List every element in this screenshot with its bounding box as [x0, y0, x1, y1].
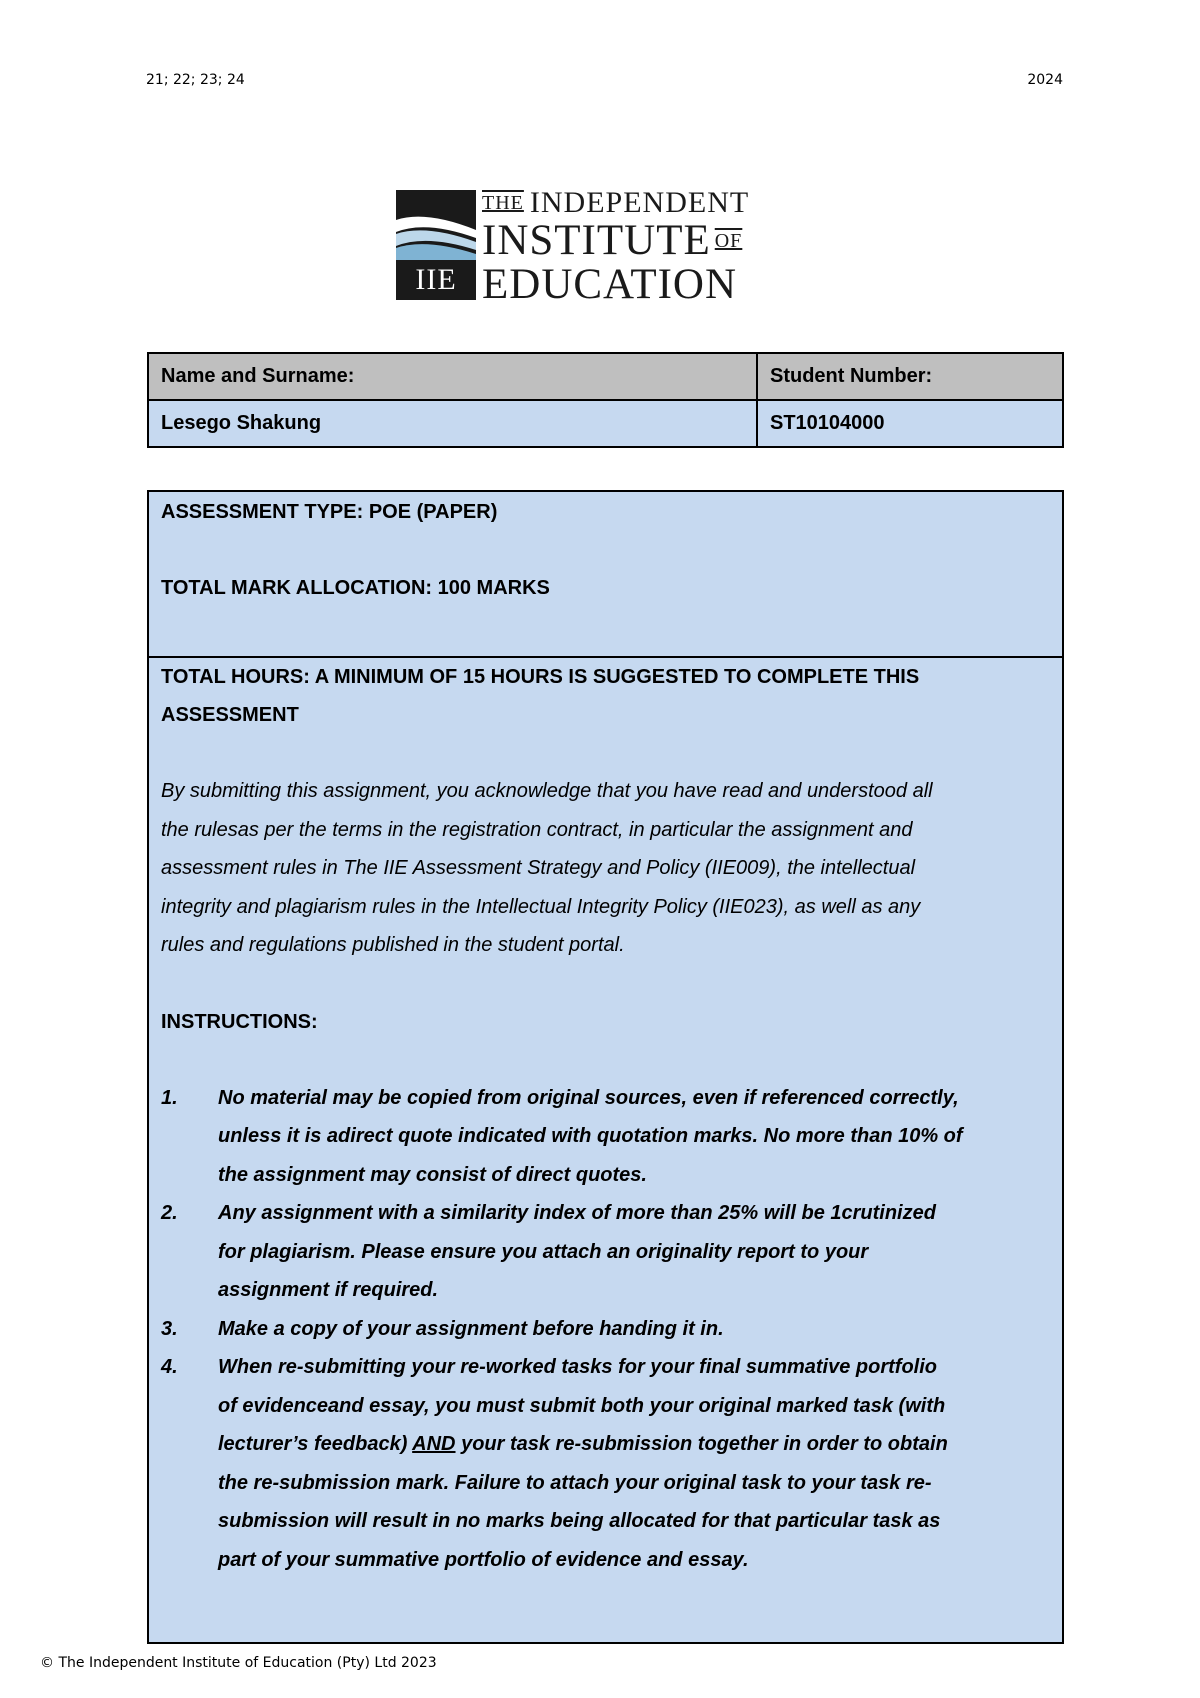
instruction-line: your task re-submission together in order to obtain	[455, 1433, 948, 1455]
ack-line: the rulesas per the terms in the registration contract, in particular the assignment and	[161, 818, 913, 841]
instruction-number: 4.	[161, 1356, 178, 1378]
logo-education: EDUCATION	[482, 261, 738, 308]
student-number-label: Student Number:	[757, 353, 1063, 400]
instruction-line: the re-submission mark. Failure to attach your original task to your task re-	[218, 1471, 932, 1494]
assessment-box	[147, 490, 1064, 1644]
assessment-type: ASSESSMENT TYPE: POE (PAPER)	[161, 501, 498, 523]
name-value[interactable]: Lesego Shakung	[148, 400, 757, 447]
instruction-line: assignment if required.	[218, 1279, 439, 1301]
instruction-line: part of your summative portfolio of evidence and essay.	[218, 1548, 749, 1571]
instruction-line: Any assignment with a similarity index of more than 25% will be 1crutinized	[218, 1202, 936, 1224]
assessment-details	[149, 658, 1062, 1642]
instruction-number: 2.	[161, 1202, 178, 1224]
instruction-item	[161, 1348, 1050, 1579]
instruction-item	[161, 1310, 1050, 1349]
logo-of: OF	[714, 230, 743, 252]
instruction-line: Make a copy of your assignment before handing it in.	[218, 1317, 724, 1340]
total-marks: TOTAL MARK ALLOCATION: 100 MARKS	[161, 577, 550, 599]
student-number-value[interactable]: ST10104000	[757, 400, 1063, 447]
instruction-line: lecturer’s feedback)	[218, 1433, 413, 1455]
ack-line: assessment rules in The IIE Assessment Strategy and Policy (IIE009), the intellectual	[161, 857, 916, 879]
logo-independent: INDEPENDENT	[529, 186, 750, 219]
instruction-line: No material may be copied from original sources, even if referenced correctly,	[218, 1086, 959, 1109]
instruction-line: submission will result in no marks being allocated for that particular task as	[218, 1510, 941, 1532]
header-left: 21; 22; 23; 24	[146, 72, 245, 88]
ack-line: By submitting this assignment, you acknowledge that you have read and understood all	[161, 780, 933, 802]
instruction-item	[161, 1194, 1050, 1310]
iie-logo	[396, 186, 816, 308]
logo-institute: INSTITUTE	[482, 217, 711, 264]
instruction-number: 3.	[161, 1317, 178, 1340]
instruction-line: the assignment may consist of direct quotes.	[218, 1163, 647, 1186]
student-info-table	[147, 352, 1064, 448]
instruction-line: of evidenceand essay, you must submit both your original marked task (with	[218, 1394, 946, 1417]
assessment-summary	[149, 493, 1062, 658]
copyright-footer: © The Independent Institute of Education (Pty) Ltd 2023	[40, 1655, 437, 1671]
instructions-list	[161, 1079, 1050, 1580]
instruction-number: 1.	[161, 1086, 178, 1109]
ack-line: rules and regulations published in the student portal.	[161, 934, 625, 956]
logo-the: THE	[482, 192, 524, 214]
total-hours-line2: ASSESSMENT	[161, 704, 299, 726]
instructions-heading: INSTRUCTIONS:	[161, 1010, 318, 1033]
instruction-line: When re-submitting your re-worked tasks for your final summative portfolio	[218, 1356, 937, 1378]
and-emphasis: AND	[412, 1433, 456, 1455]
instruction-line: unless it is adirect quote indicated with quotation marks. No more than 10% of	[218, 1125, 963, 1147]
total-hours-line1: TOTAL HOURS: A MINIMUM OF 15 HOURS IS SUGGESTED TO COMPLETE THIS	[161, 666, 920, 688]
header-year: 2024	[1027, 72, 1063, 88]
instruction-item	[161, 1079, 1050, 1195]
instruction-line: for plagiarism. Please ensure you attach an originality report to your	[218, 1240, 869, 1263]
name-label: Name and Surname:	[148, 353, 757, 400]
iie-mark: IIE	[396, 260, 476, 300]
acknowledgement-paragraph	[161, 772, 1050, 965]
ack-line: integrity and plagiarism rules in the Intellectual Integrity Policy (IIE023), as well as any	[161, 895, 921, 918]
